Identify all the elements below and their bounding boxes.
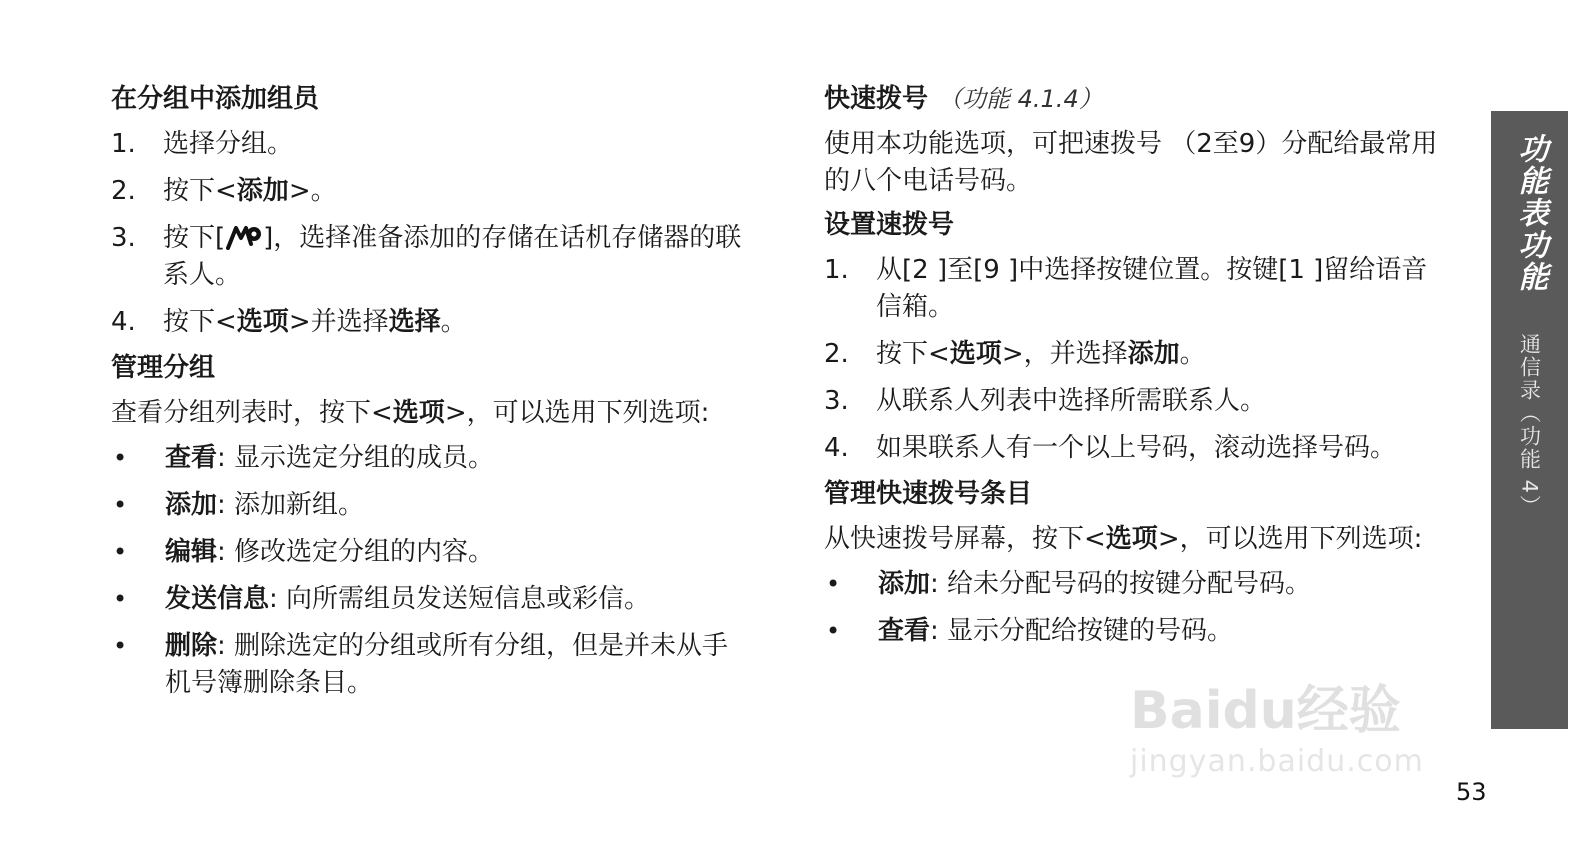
- section-title-set-speed-dial: 设置速拨号: [824, 210, 955, 240]
- chapter-title: 功能表功能: [1512, 133, 1548, 293]
- step-text: 按下<添加>。: [163, 176, 337, 206]
- manage-speed-dial-options: [824, 566, 1444, 650]
- option-text: 编辑: 修改选定分组的内容。: [165, 537, 495, 567]
- step-number: 3.: [824, 386, 849, 416]
- step-number: 2.: [111, 176, 136, 206]
- step-text: 按下[ ]，选择准备添加的存储在话机存储器的联系人。: [163, 223, 742, 290]
- step-number: 4.: [111, 307, 136, 337]
- function-ref: （功能 4.1.4）: [938, 85, 1103, 113]
- option-text: 删除: 删除选定的分组或所有分组，但是并未从手机号簿删除条目。: [165, 631, 729, 698]
- right-column: [824, 82, 1444, 660]
- step-text: 如果联系人有一个以上号码，滚动选择号码。: [876, 433, 1397, 463]
- step-item: [824, 383, 1444, 420]
- watermark-url: jingyan.baidu.com: [1130, 744, 1424, 779]
- option-text: 添加: 添加新组。: [165, 490, 365, 520]
- step-number: 2.: [824, 339, 849, 369]
- step-item: [111, 173, 751, 210]
- option-item: [111, 581, 751, 618]
- step-item: [111, 126, 751, 163]
- bullet: •: [113, 538, 128, 566]
- option-text: 查看: 显示选定分组的成员。: [165, 443, 495, 473]
- option-item: [824, 613, 1444, 650]
- step-item: [824, 252, 1444, 326]
- chapter-subtitle: 通信录（功能 4）: [1517, 333, 1542, 519]
- option-item: [111, 628, 751, 702]
- step-text: 从[2 ]至[9 ]中选择按键位置。按键[1 ]留给语音信箱。: [876, 255, 1428, 322]
- left-column: [111, 82, 751, 712]
- bullet: •: [826, 617, 841, 645]
- step-number: 1.: [824, 255, 849, 285]
- step-number: 3.: [111, 223, 136, 253]
- step-text: 选择分组。: [163, 129, 294, 159]
- speed-dial-intro: 使用本功能选项，可把速拨号 （2至9）分配给最常用的八个电话号码。: [824, 129, 1438, 196]
- section-title-add-members: 在分组中添加组员: [111, 84, 320, 114]
- confirm-key-icon: [225, 222, 263, 250]
- manage-speed-dial-intro: 从快速拨号屏幕，按下<选项>，可以选用下列选项:: [824, 524, 1423, 554]
- step-text: 按下<选项>并选择选择。: [163, 307, 467, 337]
- option-text: 添加: 给未分配号码的按键分配号码。: [878, 569, 1312, 599]
- section-title-speed-dial: 快速拨号 （功能 4.1.4）: [824, 84, 1103, 114]
- option-text: 发送信息: 向所需组员发送短信息或彩信。: [165, 584, 651, 614]
- option-text: 查看: 显示分配给按键的号码。: [878, 616, 1234, 646]
- bullet: •: [113, 632, 128, 660]
- step-number: 1.: [111, 129, 136, 159]
- bullet: •: [113, 491, 128, 519]
- watermark-logo-text: Baidu经验: [1130, 681, 1401, 741]
- option-item: [824, 566, 1444, 603]
- step-item: [111, 220, 751, 294]
- step-text: 按下<选项>，并选择添加。: [876, 339, 1206, 369]
- add-members-steps: [111, 126, 751, 341]
- step-text: 从联系人列表中选择所需联系人。: [876, 386, 1267, 416]
- manage-groups-options: [111, 440, 751, 702]
- step-number: 4.: [824, 433, 849, 463]
- option-item: [111, 440, 751, 477]
- bullet: •: [113, 444, 128, 472]
- option-item: [111, 487, 751, 524]
- bullet: •: [113, 585, 128, 613]
- set-speed-dial-steps: [824, 252, 1444, 467]
- bullet: •: [826, 570, 841, 598]
- section-title-manage-groups: 管理分组: [111, 353, 216, 383]
- baidu-watermark: [1130, 660, 1480, 790]
- manage-groups-intro: 查看分组列表时，按下<选项>，可以选用下列选项:: [111, 398, 710, 428]
- step-item: [824, 430, 1444, 467]
- page-number: 53: [1456, 778, 1487, 806]
- section-title-manage-speed-dial: 管理快速拨号条目: [824, 479, 1033, 509]
- step-item: [111, 304, 751, 341]
- step-item: [824, 336, 1444, 373]
- option-item: [111, 534, 751, 571]
- chapter-side-tab: [1491, 111, 1568, 729]
